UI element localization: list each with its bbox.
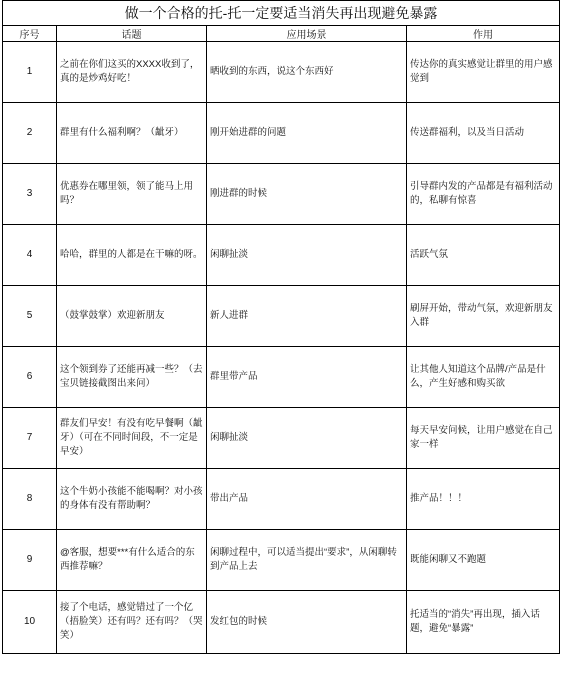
row-number: 8 [3, 469, 57, 530]
topic-cell: （鼓掌鼓掌）欢迎新朋友 [57, 286, 207, 347]
scene-cell: 刚进群的时候 [207, 164, 407, 225]
topic-cell: 哈哈，群里的人都是在干嘛的呀。 [57, 225, 207, 286]
table-row [3, 42, 560, 103]
topic-cell: 优惠券在哪里领，领了能马上用吗？ [57, 164, 207, 225]
topic-cell: 群友们早安！有没有吃早餐啊（龇牙）（可在不同时间段，不一定是早安） [57, 408, 207, 469]
effect-cell: 刷屏开始，带动气氛，欢迎新朋友入群 [407, 286, 560, 347]
header-scene: 应用场景 [207, 26, 407, 42]
topic-cell: @客服，想要***有什么适合的东西推荐嘛？ [57, 530, 207, 591]
scene-cell: 带出产品 [207, 469, 407, 530]
sheet-title: 做一个合格的托-托一定要适当消失再出现避免暴露 [3, 1, 560, 26]
row-number: 3 [3, 164, 57, 225]
effect-cell: 传达你的真实感觉让群里的用户感觉到 [407, 42, 560, 103]
header-effect: 作用 [407, 26, 560, 42]
effect-cell: 活跃气氛 [407, 225, 560, 286]
effect-cell: 既能闲聊又不跑题 [407, 530, 560, 591]
effect-cell: 引导群内发的产品都是有福利活动的，私聊有惊喜 [407, 164, 560, 225]
row-number: 1 [3, 42, 57, 103]
scene-cell: 新人进群 [207, 286, 407, 347]
topic-cell: 这个牛奶小孩能不能喝啊？对小孩的身体有没有帮助啊？ [57, 469, 207, 530]
header-topic: 话题 [57, 26, 207, 42]
effect-cell: 每天早安问候，让用户感觉在自己家一样 [407, 408, 560, 469]
scene-cell: 发红包的时候 [207, 591, 407, 654]
scene-cell: 刚开始进群的问题 [207, 103, 407, 164]
topic-cell: 之前在你们这买的XXXX收到了，真的是炒鸡好吃！ [57, 42, 207, 103]
table-row [3, 225, 560, 286]
row-number: 4 [3, 225, 57, 286]
table-row [3, 530, 560, 591]
script-table [2, 0, 560, 654]
scene-cell: 群里带产品 [207, 347, 407, 408]
table-row [3, 164, 560, 225]
row-number: 6 [3, 347, 57, 408]
scene-cell: 闲聊扯淡 [207, 408, 407, 469]
row-number: 9 [3, 530, 57, 591]
table-row [3, 469, 560, 530]
scene-cell: 闲聊扯淡 [207, 225, 407, 286]
effect-cell: 让其他人知道这个品牌/产品是什么，产生好感和购买欲 [407, 347, 560, 408]
row-number: 2 [3, 103, 57, 164]
topic-cell: 这个领到券了还能再减一些？（去宝贝链接截图出来问） [57, 347, 207, 408]
table-row [3, 408, 560, 469]
topic-cell: 群里有什么福利啊？（龇牙） [57, 103, 207, 164]
scene-cell: 晒收到的东西，说这个东西好 [207, 42, 407, 103]
row-number: 10 [3, 591, 57, 654]
row-number: 7 [3, 408, 57, 469]
table-row [3, 347, 560, 408]
scene-cell: 闲聊过程中，可以适当提出“要求”，从闲聊转到产品上去 [207, 530, 407, 591]
table-row [3, 103, 560, 164]
effect-cell: 推产品！！！ [407, 469, 560, 530]
effect-cell: 托适当的“消失”再出现，插入话题，避免“暴露” [407, 591, 560, 654]
effect-cell: 传送群福利，以及当日活动 [407, 103, 560, 164]
header-no: 序号 [3, 26, 57, 42]
topic-cell: 接了个电话，感觉错过了一个亿（捂脸笑）还有吗？还有吗？（哭笑） [57, 591, 207, 654]
table-row [3, 591, 560, 654]
header-row [3, 26, 560, 42]
table-row [3, 286, 560, 347]
row-number: 5 [3, 286, 57, 347]
